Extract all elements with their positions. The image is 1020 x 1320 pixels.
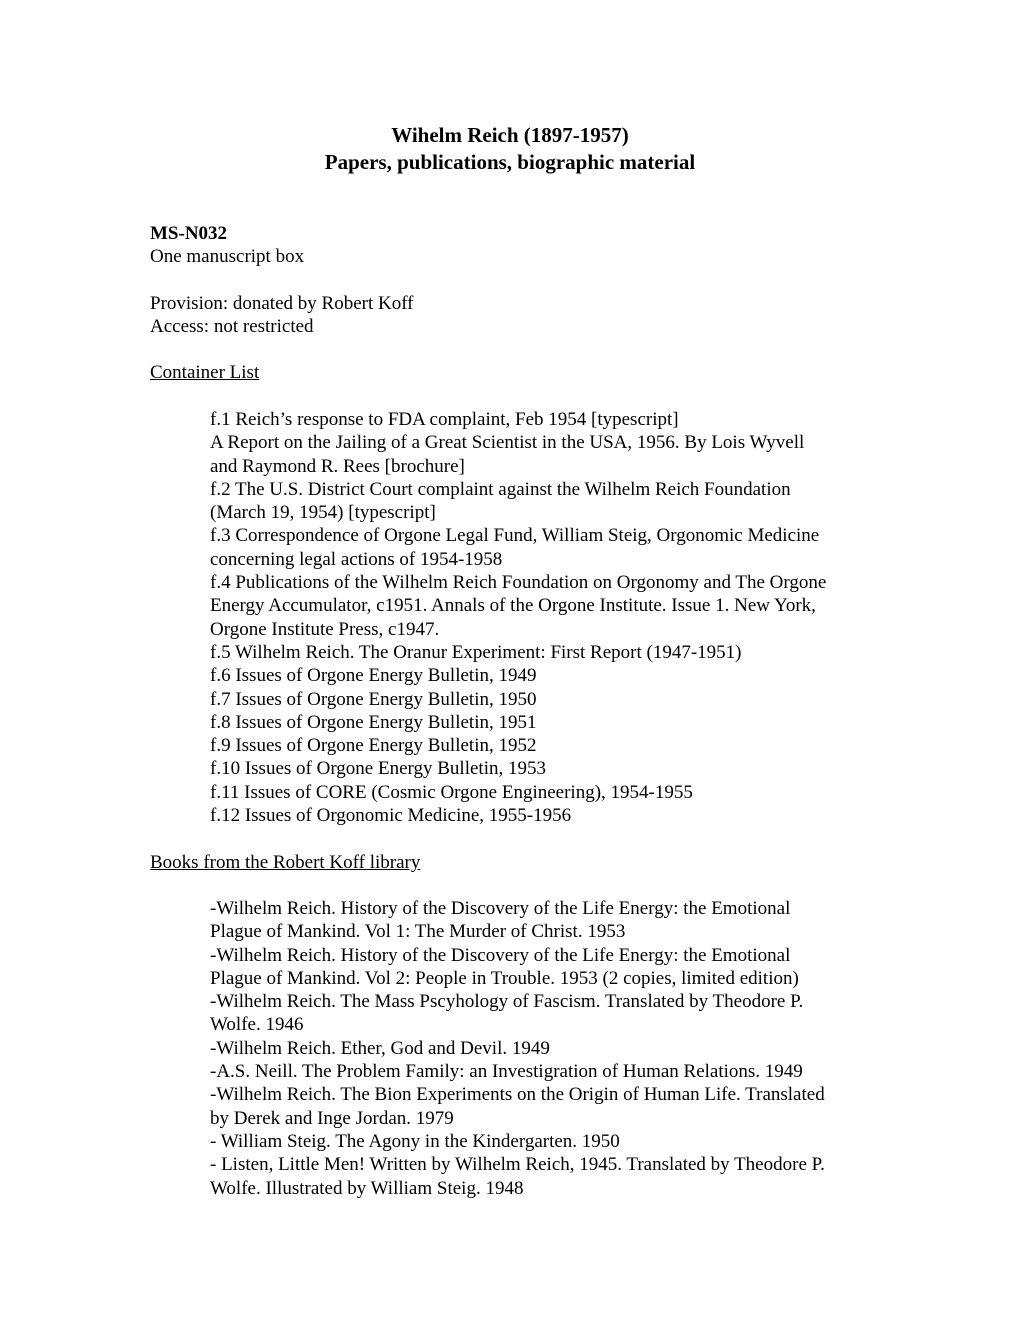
container-line: f.4 Publications of the Wilhelm Reich Foundation on Orgonomy and The Orgone xyxy=(210,572,827,594)
book-line: -Wilhelm Reich. The Bion Experiments on the Origin of Human Life. Translated xyxy=(210,1084,825,1106)
title-block xyxy=(0,122,1020,176)
book-line: -Wilhelm Reich. History of the Discovery of the Life Energy: the Emotional xyxy=(210,898,791,919)
book-line: by Derek and Inge Jordan. 1979 xyxy=(210,1107,454,1129)
collection-id: MS-N032 xyxy=(150,223,228,244)
container-line: f.8 Issues of Orgone Energy Bulletin, 1951 xyxy=(210,711,537,733)
book-line: -A.S. Neill. The Problem Family: an Investigration of Human Relations. 1949 xyxy=(210,1061,803,1083)
book-line: -Wilhelm Reich. The Mass Pscyhology of Fascism. Translated by Theodore P. xyxy=(210,991,804,1013)
books-heading-wrap xyxy=(150,851,870,874)
container-line: Energy Accumulator, c1951. Annals of the Orgone Institute. Issue 1. New York, xyxy=(210,595,816,617)
container-line: and Raymond R. Rees [brochure] xyxy=(210,455,465,477)
container-line: Orgone Institute Press, c1947. xyxy=(210,618,440,640)
container-list xyxy=(210,408,875,827)
book-line: Plague of Mankind. Vol 2: People in Trouble. 1953 (2 copies, limited edition) xyxy=(210,967,799,989)
book-line: - Listen, Little Men! Written by Wilhelm Reich, 1945. Translated by Theodore P. xyxy=(210,1154,825,1176)
book-line: Wolfe. 1946 xyxy=(210,1014,304,1036)
container-line: concerning legal actions of 1954-1958 xyxy=(210,548,503,570)
container-line: A Report on the Jailing of a Great Scientist in the USA, 1956. By Lois Wyvell xyxy=(210,432,805,454)
container-line: f.2 The U.S. District Court complaint against the Wilhelm Reich Foundation xyxy=(210,478,791,500)
container-line: f.10 Issues of Orgone Energy Bulletin, 1953 xyxy=(210,758,546,780)
container-list-heading: Container List xyxy=(150,362,260,383)
book-line: -Wilhelm Reich. Ether, God and Devil. 1949 xyxy=(210,1037,550,1059)
provision-access xyxy=(150,292,870,339)
container-line: f.3 Correspondence of Orgone Legal Fund, William Steig, Orgonomic Medicine xyxy=(210,525,820,547)
book-line: Plague of Mankind. Vol 1: The Murder of Christ. 1953 xyxy=(210,921,626,943)
books-list xyxy=(210,897,875,1200)
book-line: Wolfe. Illustrated by William Steig. 1948 xyxy=(210,1177,524,1199)
container-line: f.1 Reich’s response to FDA complaint, Feb 1954 [typescript] xyxy=(210,409,679,430)
collection-info xyxy=(150,222,870,269)
container-line: f.7 Issues of Orgone Energy Bulletin, 1950 xyxy=(210,688,537,710)
container-line: f.12 Issues of Orgonomic Medicine, 1955-1956 xyxy=(210,805,572,827)
collection-extent: One manuscript box xyxy=(150,246,305,268)
access-text: Access: not restricted xyxy=(150,316,314,338)
book-line: -Wilhelm Reich. History of the Discovery of the Life Energy: the Emotional xyxy=(210,944,791,966)
page-title: Wihelm Reich (1897-1957) xyxy=(391,123,629,147)
book-line: - William Steig. The Agony in the Kindergarten. 1950 xyxy=(210,1130,620,1152)
provision-text: Provision: donated by Robert Koff xyxy=(150,293,414,314)
books-heading: Books from the Robert Koff library xyxy=(150,852,421,873)
container-line: f.11 Issues of CORE (Cosmic Orgone Engineering), 1954-1955 xyxy=(210,781,693,803)
container-line: f.9 Issues of Orgone Energy Bulletin, 1952 xyxy=(210,735,537,757)
container-list-heading-wrap xyxy=(150,361,870,384)
container-line: f.5 Wilhelm Reich. The Oranur Experiment: First Report (1947-1951) xyxy=(210,641,742,663)
container-line: (March 19, 1954) [typescript] xyxy=(210,502,436,524)
page-subtitle: Papers, publications, biographic material xyxy=(324,150,696,174)
container-line: f.6 Issues of Orgone Energy Bulletin, 1949 xyxy=(210,665,537,687)
